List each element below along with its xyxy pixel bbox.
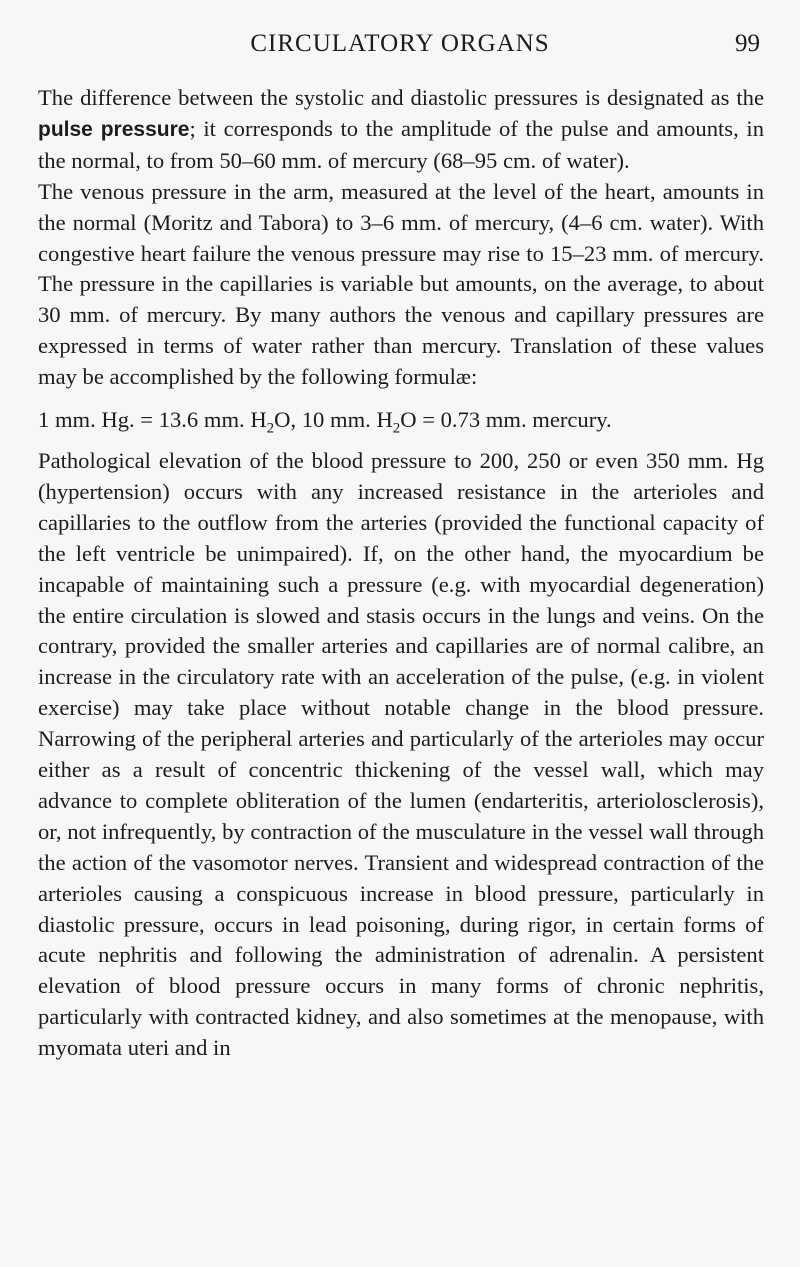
formula-subscript: 2 (266, 420, 275, 437)
formula-text: 1 mm. Hg. = 13.6 mm. H (38, 407, 267, 433)
formula-subscript: 2 (392, 420, 401, 437)
paragraph-hypertension: Pathological elevation of the blood pressure to 200, 250 or even 350 mm. Hg (hypertension) occurs with any increased resistance in the arterioles and capillaries to the outflow from the arteries (provided the functional capacity of the left ventricle be unimpaired). If, on the other hand, the myocardium be incapable of maintaining such a pressure (e.g. with myocardial degeneration) the entire circulation is slowed and stasis occurs in the lungs and veins. On the contrary, provided the smaller arteries and capillaries are of normal calibre, an increase in the circulatory rate with an acceleration of the pulse, (e.g. in violent exercise) may take place without notable change in the blood pressure. Narrowing of the peripheral arteries and particularly of the arterioles may occur either as a result of concentric thickening of the vessel wall, which may advance to complete obliteration of the lumen (endarteritis, arteriolosclerosis), or, not infrequently, by contraction of the musculature in the vessel wall through the action of the vasomotor nerves. Transient and widespread contraction of the arterioles causing a conspicuous increase in blood pressure, particularly in diastolic pressure, occurs in lead poisoning, during rigor, in certain forms of acute nephritis and following the administration of adrenalin. A persistent elevation of blood pressure occurs in many forms of chronic nephritis, particularly with contracted kidney, and also sometimes at the menopause, with myomata uteri and in (38, 447, 764, 1061)
formula-text: O, 10 mm. H (274, 407, 393, 433)
paragraph-venous-pressure: The venous pressure in the arm, measured at the level of the heart, amounts in the normal (Moritz and Tabora) to 3–6 mm. of mercury, (4–6 cm. water). With congestive heart failure the venous pressure may rise to 15–23 mm. of mercury. The pressure in the capillaries is variable but amounts, on the average, to about 30 mm. of mercury. By many authors the venous and capillary pressures are expressed in terms of water rather than mercury. Translation of these values may be accomplished by the following formulæ: (38, 178, 764, 390)
text-run: The difference between the systolic and diastolic pressures is designated as the (38, 85, 764, 110)
running-head: CIRCULATORY ORGANS (250, 30, 550, 57)
text-run: ; it corresponds to the amplitude of the pulse and amounts, in the normal, to from 50–60 mm. of mercury (68–95 cm. of water). (38, 115, 764, 173)
conversion-formula (38, 405, 764, 436)
term-pulse-pressure: pulse pressure (38, 117, 190, 141)
page-header (40, 30, 760, 66)
paragraph-pulse-pressure (38, 83, 764, 177)
body-text (38, 83, 764, 1064)
page-number: 99 (735, 30, 760, 57)
formula-text: O = 0.73 mm. mercury. (400, 407, 612, 433)
